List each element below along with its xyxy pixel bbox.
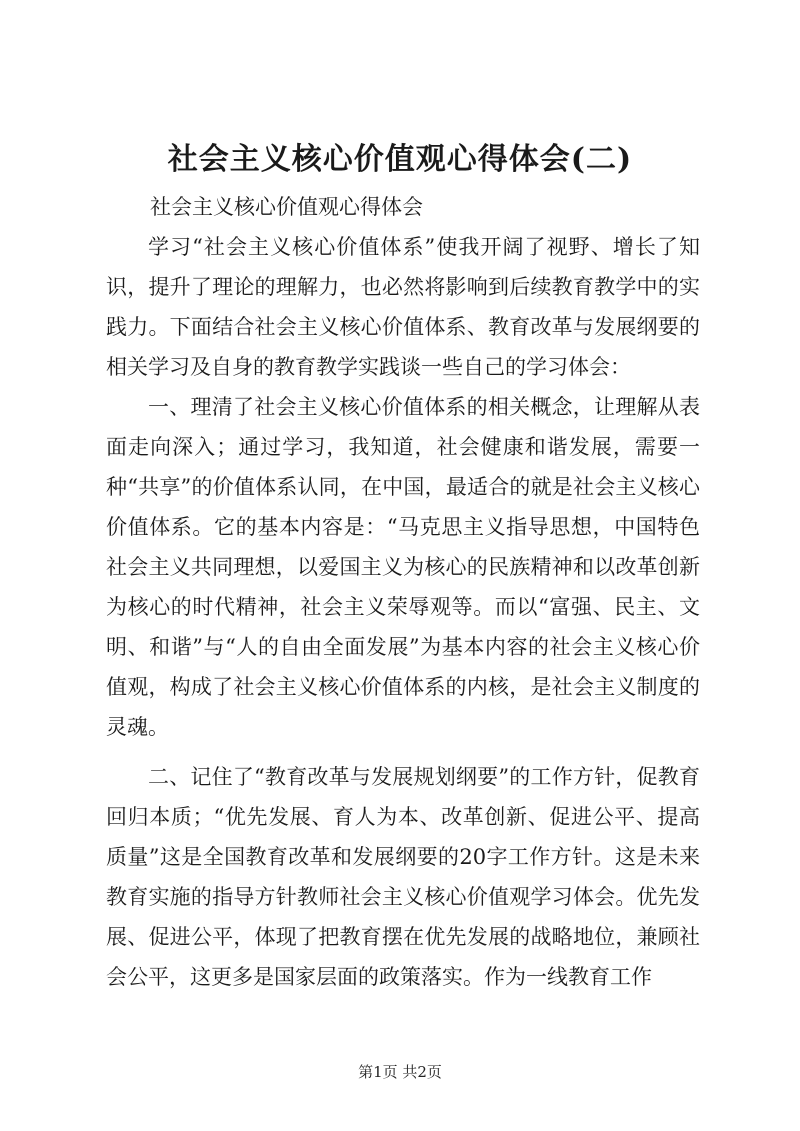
document-body (106, 227, 700, 989)
page-number-footer: 第1页 共2页 (358, 1063, 442, 1081)
paragraph-point-two: 二、记住了“教育改革与发展规划纲要”的工作方针，促教育回归本质；“优先发展、育人为本、改革创新、促进公平、提高质量”这是全国教育改革和发展纲要的20字工作方针。这是未来教育实施的指导方针教师社会主义核心价值观学习体会。优先发展、促进公平，体现了把教育摆在优先发展的战略地位，兼顾社会公平，这更多是国家层面的政策落实。作为一线教育工作 (106, 765, 700, 989)
paragraph-point-one: 一、理清了社会主义核心价值体系的相关概念，让理解从表面走向深入；通过学习，我知道，社会健康和谐发展，需要一种“共享”的价值体系认同，在中国，最适合的就是社会主义核心价值体系。它的基本内容是：“马克思主义指导思想，中国特色社会主义共同理想，以爱国主义为核心的民族精神和以改革创新为核心的时代精神，社会主义荣辱观等。而以“富强、民主、文明、和谐”与“人的自由全面发展”为基本内容的社会主义核心价值观，构成了社会主义核心价值体系的内核，是社会主义制度的灵魂。 (106, 395, 700, 739)
paragraph-intro: 学习“社会主义核心价值体系”使我开阔了视野、增长了知识，提升了理论的理解力，也必然将影响到后续教育教学中的实践力。下面结合社会主义核心价值体系、教育改革与发展纲要的相关学习及自身的教育教学实践谈一些自己的学习体会： (106, 235, 700, 379)
document-subtitle: 社会主义核心价值观心得体会 (150, 195, 423, 219)
document-title: 社会主义核心价值观心得体会(二) (167, 142, 633, 177)
